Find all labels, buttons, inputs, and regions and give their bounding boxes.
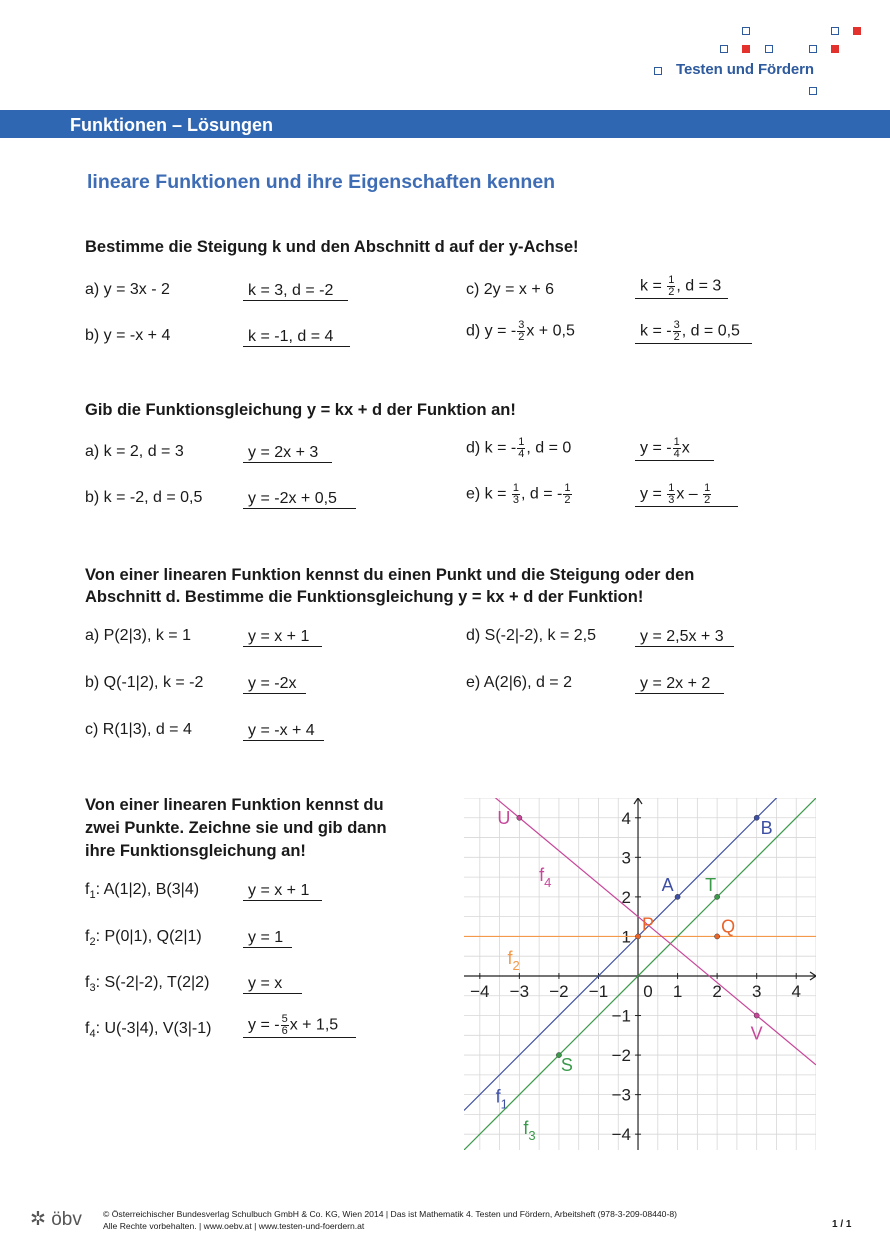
task3-b-answer: y = -2x	[243, 674, 306, 694]
task4-f4-label: $f_4$: U(-3|4), V(3|-1)	[85, 1020, 212, 1041]
function-line	[464, 798, 816, 1065]
page-title: Funktionen – Lösungen	[70, 115, 273, 135]
y-tick-label: −4	[611, 1125, 632, 1145]
point-marker	[517, 815, 522, 820]
point-label: S	[560, 1055, 573, 1076]
task2-d-answer: y = - $\frac{1}{4}$ x	[635, 437, 714, 461]
task2-e-label: e) k = $\frac{1}{3}$ , d = - $\frac{1}{2}$	[466, 482, 571, 506]
logo-square	[742, 27, 750, 35]
x-tick-label: 2	[712, 981, 722, 1001]
point-label: T	[705, 874, 717, 895]
function-label: $f_4$	[539, 865, 552, 891]
task2-d-label: d) k = - $\frac{1}{4}$ , d = 0	[466, 436, 572, 460]
task3-d-answer: y = 2,5x + 3	[635, 627, 734, 647]
task3-a-label: a) P(2|3), k = 1	[85, 627, 191, 644]
point-label: P	[642, 914, 655, 935]
brand-name: Testen und Fördern	[676, 61, 814, 78]
footer-line2: Alle Rechte vorbehalten. | www.oebv.at | www.testen-und-foerdern.at	[103, 1221, 365, 1231]
logo-square	[853, 27, 861, 35]
point-label: Q	[721, 916, 736, 937]
task4-title-line1: Von einer linearen Funktion kennst du	[85, 796, 384, 814]
task1-c-label: c) 2y = x + 6	[466, 281, 555, 298]
task3-c-label: c) R(1|3), d = 4	[85, 721, 192, 738]
x-tick-label: −4	[470, 981, 490, 1001]
task1-a-label: a) y = 3x - 2	[85, 281, 170, 298]
point-marker	[675, 894, 680, 899]
y-tick-label: −2	[611, 1046, 632, 1066]
task3-a-answer: y = x + 1	[243, 627, 322, 647]
task4-title-line3: ihre Funktionsgleichung an!	[85, 842, 306, 860]
task1-b-label: b) y = -x + 4	[85, 327, 171, 344]
function-label: $f_1$	[495, 1086, 508, 1112]
section-subtitle: lineare Funktionen und ihre Eigenschaften kennen	[87, 171, 556, 193]
point-marker	[754, 1013, 759, 1018]
y-tick-label: 4	[621, 808, 632, 828]
function-label-sub: 3	[528, 1128, 536, 1144]
point-label: B	[760, 817, 773, 838]
coordinate-chart	[464, 798, 816, 1150]
y-tick-label: −1	[611, 1006, 632, 1026]
function-line	[464, 798, 816, 1150]
logo-square	[831, 45, 839, 53]
point-label: V	[750, 1023, 763, 1044]
oebv-logo: ✲ öbv	[30, 1209, 82, 1230]
x-tick-label: −3	[509, 981, 530, 1001]
task1-a-answer: k = 3, d = -2	[243, 281, 348, 301]
point-marker	[715, 934, 720, 939]
x-tick-label: −1	[588, 981, 609, 1001]
function-label: $f_3$	[523, 1118, 536, 1144]
task3-title-line2: Abschnitt d. Bestimme die Funktionsgleichung y = kx + d der Funktion!	[85, 588, 644, 606]
task1-title: Bestimme die Steigung k und den Abschnitt d auf der y-Achse!	[85, 238, 579, 256]
task3-title-line1: Von einer linearen Funktion kennst du einen Punkt und die Steigung oder den	[85, 566, 695, 584]
logo-square	[765, 45, 773, 53]
point-marker	[715, 894, 720, 899]
task1-b-answer: k = -1, d = 4	[243, 327, 350, 347]
task2-b-label: b) k = -2, d = 0,5	[85, 489, 203, 506]
task3-e-label: e) A(2|6), d = 2	[466, 674, 572, 691]
x-tick-label: −2	[549, 981, 569, 1001]
point-marker	[635, 934, 640, 939]
footer-line1: © Österreichischer Bundesverlag Schulbuch GmbH & Co. KG, Wien 2014 | Das ist Mathematik 4. Testen und Fördern, Arbeitsheft (978-3-209-08440-8)	[103, 1209, 677, 1219]
function-label-sub: 1	[500, 1096, 508, 1112]
task4-f3-answer: y = x	[243, 974, 302, 994]
task3-e-answer: y = 2x + 2	[635, 674, 724, 694]
function-label-sub: 2	[512, 958, 520, 974]
task3-c-answer: y = -x + 4	[243, 721, 324, 741]
task1-c-answer: k = $\frac{1}{2}$ , d = 3	[635, 275, 728, 299]
logo-square	[720, 45, 728, 53]
y-tick-label: −3	[611, 1085, 632, 1105]
task3-d-label: d) S(-2|-2), k = 2,5	[466, 627, 596, 644]
logo-square	[742, 45, 750, 53]
task4-f1-answer: y = x + 1	[243, 881, 322, 901]
function-line	[464, 798, 816, 1110]
task2-title: Gib die Funktionsgleichung y = kx + d der Funktion an!	[85, 401, 516, 419]
logo-square	[654, 67, 662, 75]
task1-d-answer: k = - $\frac{3}{2}$ , d = 0,5	[635, 320, 752, 344]
task3-b-label: b) Q(-1|2), k = -2	[85, 674, 204, 691]
task2-a-label: a) k = 2, d = 3	[85, 443, 184, 460]
y-tick-label: 1	[621, 927, 632, 947]
logo-square	[831, 27, 839, 35]
task1-d-label: d) y = - $\frac{3}{2}$ x + 0,5	[466, 319, 575, 343]
task4-f2-answer: y = 1	[243, 928, 292, 948]
point-label: A	[661, 874, 674, 895]
task4-f3-label: $f_3$: S(-2|-2), T(2|2)	[85, 974, 210, 995]
task4-f4-answer: y = - $\frac{5}{6}$ x + 1,5	[243, 1014, 356, 1038]
task2-a-answer: y = 2x + 3	[243, 443, 332, 463]
point-marker	[754, 815, 759, 820]
task2-b-answer: y = -2x + 0,5	[243, 489, 356, 509]
function-label: $f_2$	[507, 948, 520, 974]
x-tick-label: 4	[791, 981, 801, 1001]
x-tick-label: 0	[643, 981, 653, 1001]
footer-copyright	[103, 1208, 677, 1232]
logo-square	[809, 87, 817, 95]
page-number: 1 / 1	[832, 1219, 852, 1230]
task2-e-answer: y = $\frac{1}{3}$ x – $\frac{1}{2}$	[635, 483, 738, 507]
task4-f1-label: $f_1$: A(1|2), B(3|4)	[85, 881, 200, 902]
x-tick-label: 1	[672, 981, 683, 1001]
task4-title-line2: zwei Punkte. Zeichne sie und gib dann	[85, 819, 387, 837]
y-tick-label: 3	[621, 848, 632, 868]
point-label: U	[497, 807, 511, 828]
logo-square	[809, 45, 817, 53]
x-tick-label: 3	[751, 981, 762, 1001]
function-label-sub: 4	[544, 875, 552, 891]
task4-f2-label: $f_2$: P(0|1), Q(2|1)	[85, 928, 202, 949]
y-tick-label: 2	[621, 887, 632, 907]
